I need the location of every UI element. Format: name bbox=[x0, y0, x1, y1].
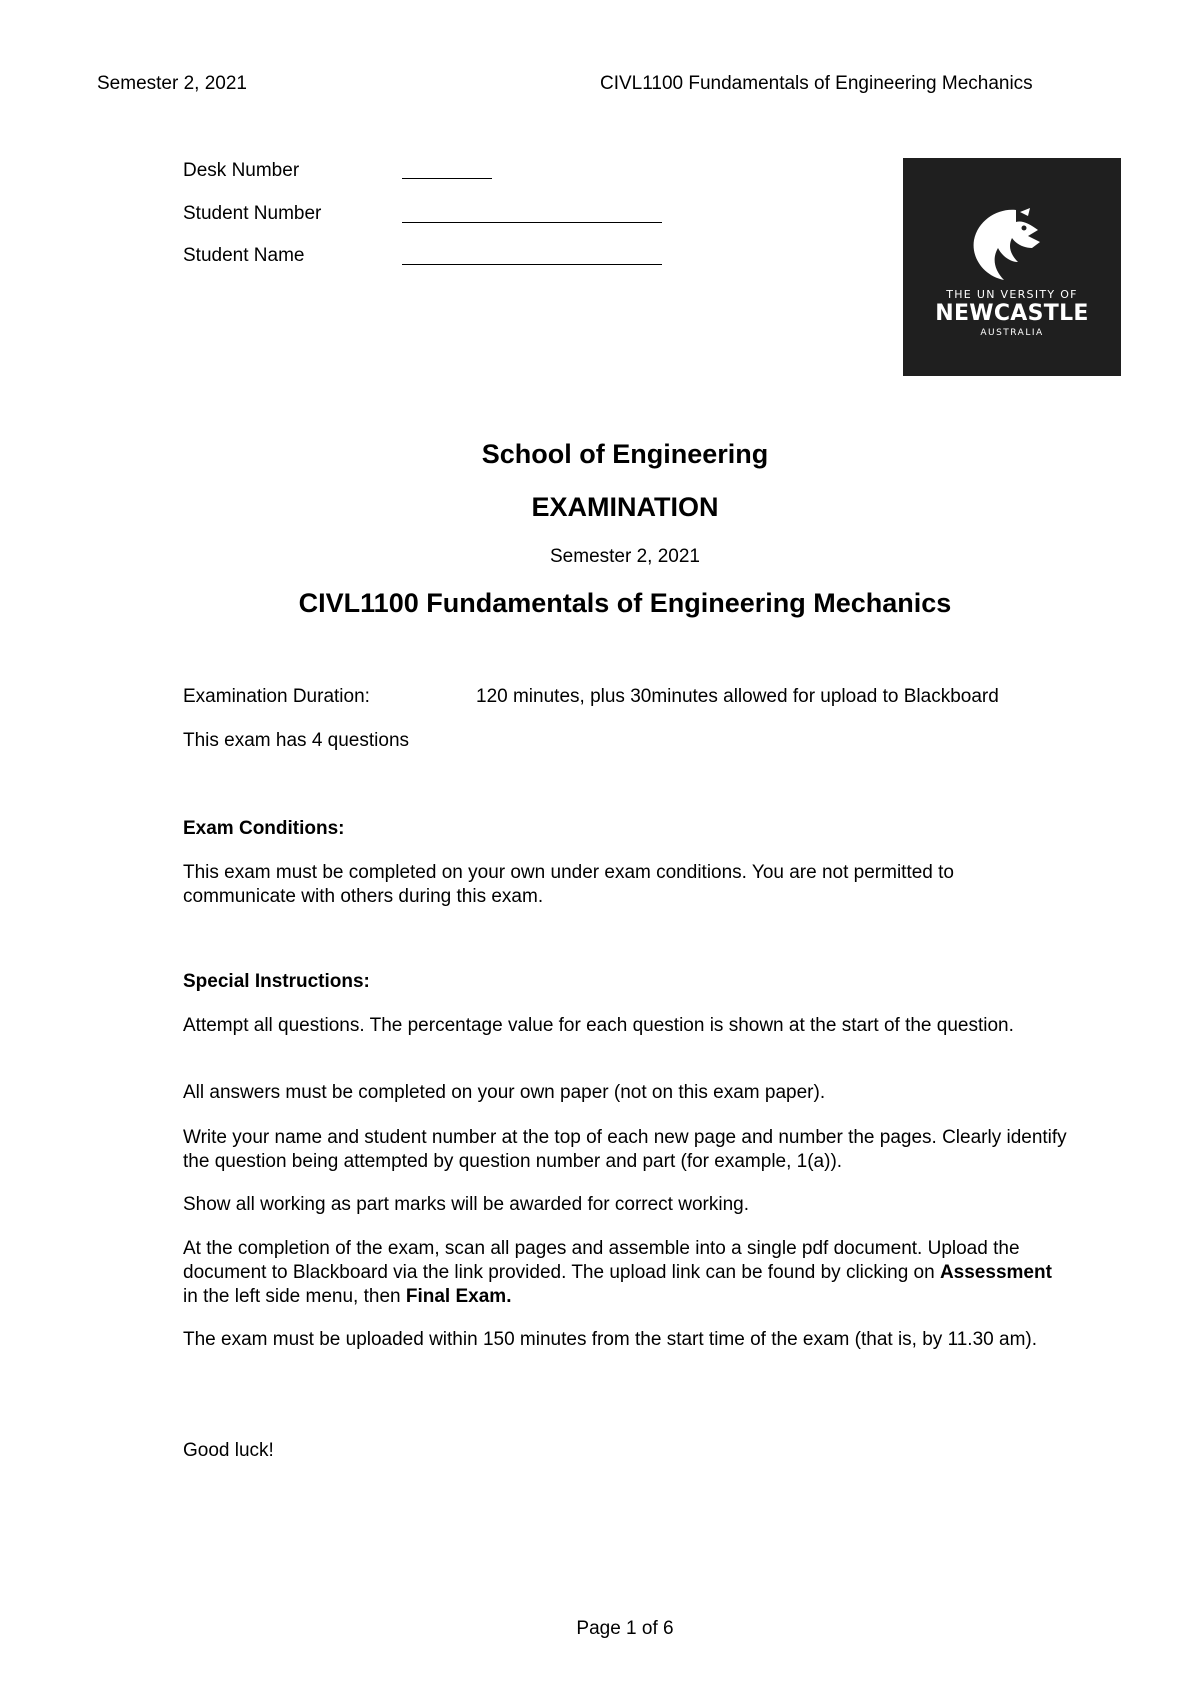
instruction-3: Write your name and student number at the top of each new page and number the pages. Clearly identify the question being attempted by question number and part (for example, 1(a)). bbox=[183, 1127, 1067, 1172]
page-number: Page 1 of 6 bbox=[576, 1618, 674, 1639]
duration-label: Examination Duration: bbox=[183, 686, 370, 707]
logo-line-2: NEWCASTLE bbox=[935, 301, 1089, 326]
desk-number-line bbox=[402, 178, 492, 179]
duration-value: 120 minutes, plus 30minutes allowed for upload to Blackboard bbox=[476, 686, 999, 707]
instruction-5 bbox=[183, 1237, 1063, 1309]
school-title: School of Engineering bbox=[481, 439, 769, 469]
instruction-1: Attempt all questions. The percentage value for each question is shown at the start of the question. bbox=[183, 1015, 1014, 1036]
student-name-line bbox=[402, 264, 662, 265]
instruction-5-text-a: At the completion of the exam, scan all pages and assemble into a single pdf document. Upload the document to Blackboard via the link provided. The upload link can be found by clicking on bbox=[183, 1238, 1020, 1283]
desk-number-label: Desk Number bbox=[183, 160, 300, 181]
semester-line: Semester 2, 2021 bbox=[550, 546, 700, 567]
instruction-5-text-b: in the left side menu, then bbox=[183, 1286, 406, 1307]
student-name-label: Student Name bbox=[183, 245, 305, 266]
exam-title: EXAMINATION bbox=[531, 492, 719, 522]
questions-note: This exam has 4 questions bbox=[183, 730, 410, 751]
conditions-heading: Exam Conditions: bbox=[183, 818, 345, 839]
header-course: CIVL1100 Fundamentals of Engineering Mechanics bbox=[600, 73, 1033, 94]
closing-text: Good luck! bbox=[183, 1440, 274, 1461]
seahorse-icon bbox=[958, 206, 1066, 284]
final-exam-emphasis: Final Exam. bbox=[405, 1286, 512, 1307]
instruction-6: The exam must be uploaded within 150 minutes from the start time of the exam (that is, by 11.30 am). bbox=[183, 1329, 1037, 1350]
logo-line-3: AUSTRALIA bbox=[980, 328, 1044, 338]
conditions-text: This exam must be completed on your own under exam conditions. You are not permitted to communicate with others during this exam. bbox=[183, 862, 954, 907]
assessment-emphasis: Assessment bbox=[939, 1262, 1052, 1283]
instruction-4: Show all working as part marks will be awarded for correct working. bbox=[183, 1194, 749, 1215]
instruction-2: All answers must be completed on your own paper (not on this exam paper). bbox=[183, 1082, 826, 1103]
student-number-line bbox=[402, 222, 662, 223]
student-number-label: Student Number bbox=[183, 203, 322, 224]
instructions-heading: Special Instructions: bbox=[183, 971, 370, 992]
logo-line-1: THE UN VERSITY OF bbox=[946, 288, 1078, 301]
header-semester: Semester 2, 2021 bbox=[97, 73, 247, 94]
course-title: CIVL1100 Fundamentals of Engineering Mechanics bbox=[298, 588, 952, 618]
university-logo bbox=[903, 158, 1121, 376]
